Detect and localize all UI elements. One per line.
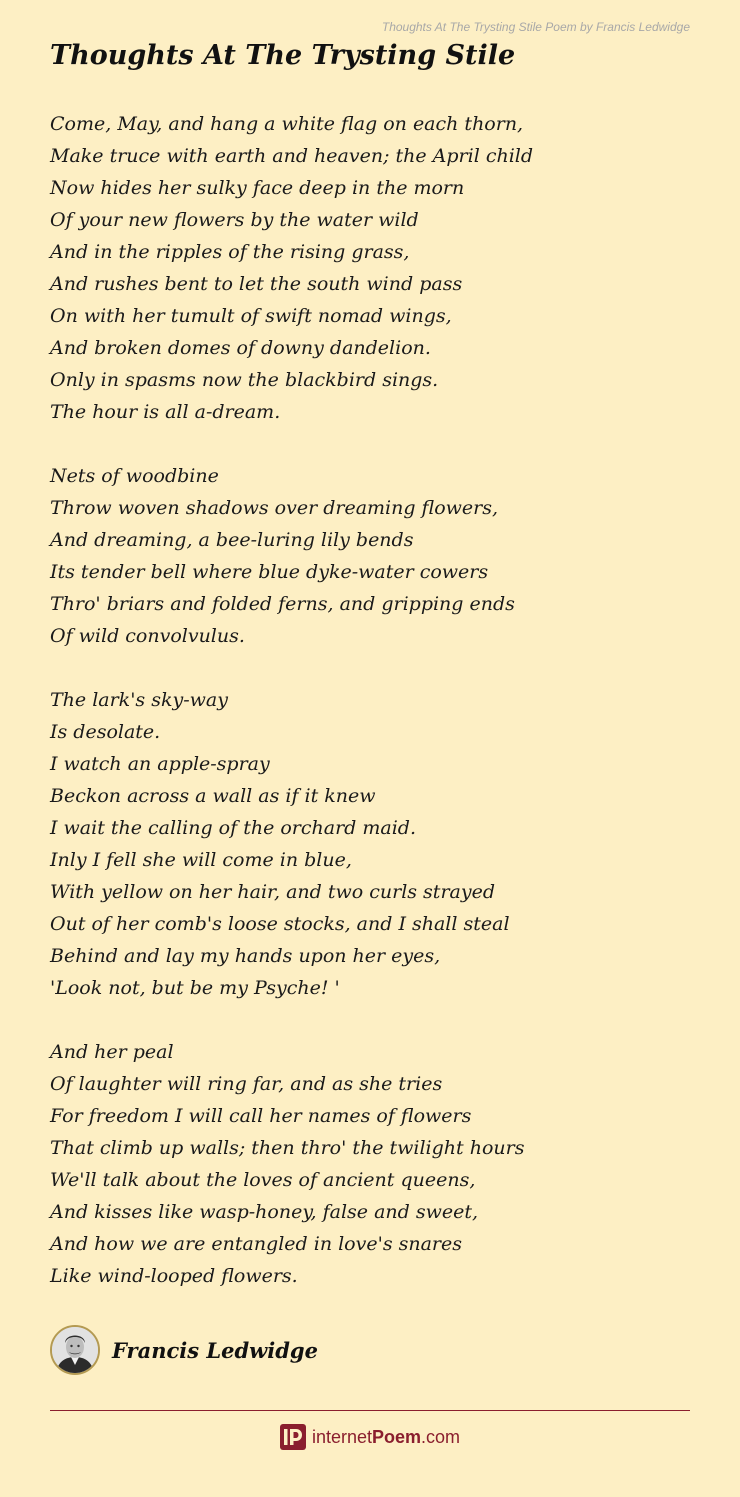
site-name-bold[interactable]: Poem bbox=[372, 1426, 422, 1447]
stanza bbox=[50, 1036, 710, 1292]
poem-line: Come, May, and hang a white flag on each thorn, bbox=[50, 113, 524, 135]
poem-line: With yellow on her hair, and two curls strayed bbox=[50, 881, 495, 903]
site-name-prefix[interactable]: internet bbox=[311, 1426, 372, 1447]
poem-line: On with her tumult of swift nomad wings, bbox=[50, 305, 452, 327]
poem-line: Beckon across a wall as if it knew bbox=[50, 785, 376, 807]
poem-line: And kisses like wasp-honey, false and sweet, bbox=[50, 1201, 479, 1223]
poem-line: Thro' briars and folded ferns, and gripping ends bbox=[50, 593, 515, 615]
poem-line: We'll talk about the loves of ancient queens, bbox=[50, 1169, 476, 1191]
poem-line: Behind and lay my hands upon her eyes, bbox=[50, 945, 441, 967]
poem-line: I wait the calling of the orchard maid. bbox=[50, 817, 416, 839]
poem-line: And in the ripples of the rising grass, bbox=[50, 241, 410, 263]
poem-line: And dreaming, a bee-luring lily bends bbox=[50, 529, 414, 551]
poem-line: The lark's sky-way bbox=[50, 689, 228, 711]
poem-line: Throw woven shadows over dreaming flowers, bbox=[50, 497, 499, 519]
poem-line: Of laughter will ring far, and as she tries bbox=[50, 1073, 443, 1095]
poem-line: And broken domes of downy dandelion. bbox=[50, 337, 431, 359]
site-footer[interactable] bbox=[0, 1424, 740, 1450]
poem-line: Of wild convolvulus. bbox=[50, 625, 245, 647]
poem-line: And rushes bent to let the south wind pass bbox=[50, 273, 463, 295]
poem-line: Like wind-looped flowers. bbox=[50, 1265, 298, 1287]
poem-line: Make truce with earth and heaven; the April child bbox=[50, 145, 534, 167]
poem-body bbox=[50, 108, 710, 1324]
page-caption: Thoughts At The Trysting Stile Poem by Francis Ledwidge bbox=[381, 20, 690, 34]
poem-line: Inly I fell she will come in blue, bbox=[50, 849, 352, 871]
poem-line: I watch an apple-spray bbox=[50, 753, 270, 775]
poem-line: Is desolate. bbox=[50, 721, 161, 743]
author-block[interactable] bbox=[50, 1324, 318, 1376]
author-name-link[interactable]: Francis Ledwidge bbox=[112, 1337, 318, 1363]
poem-line: For freedom I will call her names of flowers bbox=[50, 1105, 472, 1127]
internetpoem-logo-icon bbox=[280, 1424, 306, 1450]
stanza bbox=[50, 460, 710, 652]
poem-line: Out of her comb's loose stocks, and I shall steal bbox=[50, 913, 510, 935]
author-portrait-icon bbox=[50, 1325, 100, 1375]
footer-divider bbox=[50, 1410, 690, 1411]
poem-line: Of your new flowers by the water wild bbox=[50, 209, 419, 231]
poem-line: That climb up walls; then thro' the twilight hours bbox=[50, 1137, 525, 1159]
poem-line: Nets of woodbine bbox=[50, 465, 219, 487]
poem-line: And how we are entangled in love's snares bbox=[50, 1233, 462, 1255]
poem-line: Only in spasms now the blackbird sings. bbox=[50, 369, 439, 391]
site-name-suffix[interactable]: .com bbox=[421, 1426, 461, 1447]
stanza bbox=[50, 684, 710, 1004]
poem-title: Thoughts At The Trysting Stile bbox=[50, 40, 516, 71]
poem-line: Its tender bell where blue dyke-water cowers bbox=[50, 561, 489, 583]
poem-line: 'Look not, but be my Psyche! ' bbox=[50, 977, 340, 999]
poem-line: The hour is all a-dream. bbox=[50, 401, 281, 423]
poem-line: Now hides her sulky face deep in the morn bbox=[50, 177, 465, 199]
stanza bbox=[50, 108, 710, 428]
poem-line: And her peal bbox=[50, 1041, 174, 1063]
